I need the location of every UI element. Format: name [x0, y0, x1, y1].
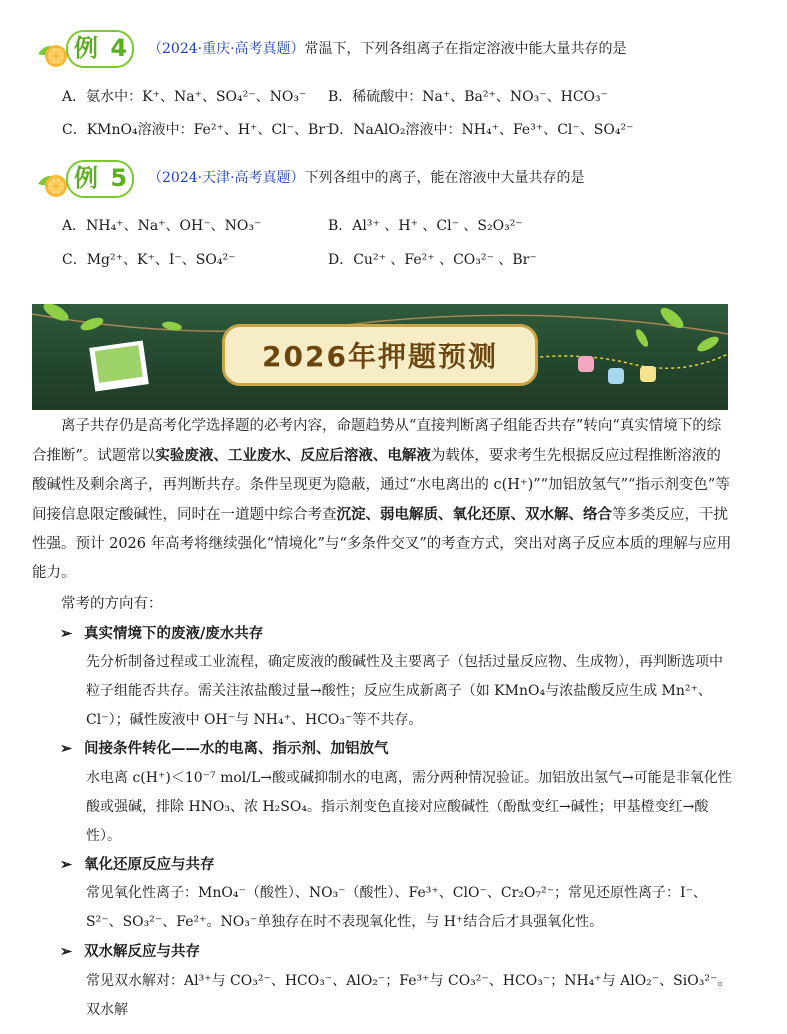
intro-bold-1: 实验废液、工业废水、反应后溶液、电解液 — [155, 447, 431, 464]
example-4-badge — [36, 24, 136, 68]
section-text: 常见氧化性离子：MnO₄⁻（酸性）、NO₃⁻（酸性）、Fe³⁺、ClO⁻、Cr₂O₇²⁻；常见还原性离子：I⁻、S²⁻、SO₃²⁻、Fe²⁺。NO₃⁻单独存在时不表现氧化性，与 H⁺结合后才具强氧化性。 — [86, 885, 707, 930]
example-4-option-d: D．NaAlO₂溶液中：NH₄⁺、Fe³⁺、Cl⁻、SO₄²⁻ — [328, 122, 634, 138]
orange-slice-icon — [36, 164, 70, 198]
section-text: 常见双水解对：Al³⁺与 CO₃²⁻、HCO₃⁻、AlO₂⁻；Fe³⁺与 CO₃²⁻、HCO₃⁻；NH₄⁺与 AlO₂⁻、SiO₃²⁻。双水解 — [86, 973, 732, 1018]
example-4-option-c: C．KMnO₄溶液中：Fe²⁺、H⁺、Cl⁻、Br⁻ — [62, 122, 333, 138]
section-heading: ➢ 真实情境下的废液/废水共存 — [60, 625, 264, 642]
banner-title: 2026年押题预测 — [222, 324, 538, 386]
intro-text-1: 离子共存仍是高考化学选择题的必考内容，命题趋势从“直接判断离子组能否共存”转向“真实情境下的综合推断”。试题常以 — [32, 418, 722, 464]
example-5-source: （2024·天津·高考真题） — [148, 170, 305, 186]
intro-paragraph — [32, 412, 732, 588]
example-5-question — [148, 167, 585, 187]
example-4-label: 例 4 — [74, 34, 130, 62]
common-directions-label: 常考的方向有： — [61, 596, 163, 612]
triangle-bullet-icon: ➢ — [60, 943, 73, 960]
example-5-badge — [36, 154, 136, 198]
triangle-bullet-icon: ➢ — [60, 625, 73, 642]
example-5-option-a: A．NH₄⁺、Na⁺、OH⁻、NO₃⁻ — [62, 218, 262, 234]
orange-slice-icon — [36, 34, 70, 68]
intro-text-3: 等多类反应，干扰性强。预计 2026 年高考将继续强化“情境化”与“多条件交叉”的考查方式，突出对离子反应本质的理解与应用能力。 — [32, 507, 732, 581]
section-heading: ➢ 双水解反应与共存 — [60, 943, 200, 960]
example-5-label: 例 5 — [74, 164, 130, 192]
example-4-source: （2024·重庆·高考真题） — [148, 41, 305, 57]
intro-bold-2: 沉淀、弱电解质、氧化还原、双水解、络合 — [336, 506, 612, 523]
section-text: 水电离 c(H⁺)＜10⁻⁷ mol/L→酸或碱抑制水的电离，需分两种情况验证。加铝放出氢气→可能是非氧化性酸或强碱，排除 HNO₃、浓 H₂SO₄。指示剂变色直接对应酸碱性（酚酞变红→碱性；甲基橙变红→酸性）。 — [86, 770, 732, 844]
example-5-stem: 下列各组中的离子，能在溶液中大量共存的是 — [304, 170, 585, 186]
example-4-option-b: B．稀硫酸中：Na⁺、Ba²⁺、NO₃⁻、HCO₃⁻ — [328, 89, 609, 105]
section-text: 先分析制备过程或工业流程，确定废液的酸碱性及主要离子（包括过量反应物、生成物），再判断选项中粒子组能否共存。需关注浓盐酸过量→酸性；反应生成新离子（如 KMnO₄与浓盐酸反应生成 Mn²⁺、Cl⁻）；碱性废液中 OH⁻与 NH₄⁺、HCO₃⁻等不共存。 — [86, 654, 723, 728]
example-5-option-d: D．Cu²⁺ 、Fe²⁺ 、CO₃²⁻ 、Br⁻ — [328, 252, 537, 268]
section-heading: ➢ 氧化还原反应与共存 — [60, 856, 215, 873]
example-4-stem: 常温下，下列各组离子在指定溶液中能大量共存的是 — [304, 41, 627, 57]
triangle-bullet-icon: ➢ — [60, 740, 73, 757]
triangle-bullet-icon: ➢ — [60, 856, 73, 873]
section-heading: ➢ 间接条件转化——水的电离、指示剂、加铝放气 — [60, 740, 389, 757]
intro-text-2: 为载体，要求考生先根据反应过程推断溶液的酸碱性及剩余离子，再判断共存。条件呈现更为隐蔽，通过“水电离出的 c(H⁺)”“加铝放氢气”“指示剂变色”等间接信息限定酸碱性，同时在一道题中综合考查 — [32, 448, 730, 523]
example-5-option-c: C．Mg²⁺、K⁺、I⁻、SO₄²⁻ — [62, 252, 236, 268]
prediction-banner — [32, 304, 728, 410]
example-5-option-b: B．Al³⁺ 、H⁺ 、Cl⁻ 、S₂O₃²⁻ — [328, 218, 523, 234]
example-4-option-a: A．氨水中：K⁺、Na⁺、SO₄²⁻、NO₃⁻ — [62, 89, 307, 105]
example-4-question — [148, 38, 627, 58]
